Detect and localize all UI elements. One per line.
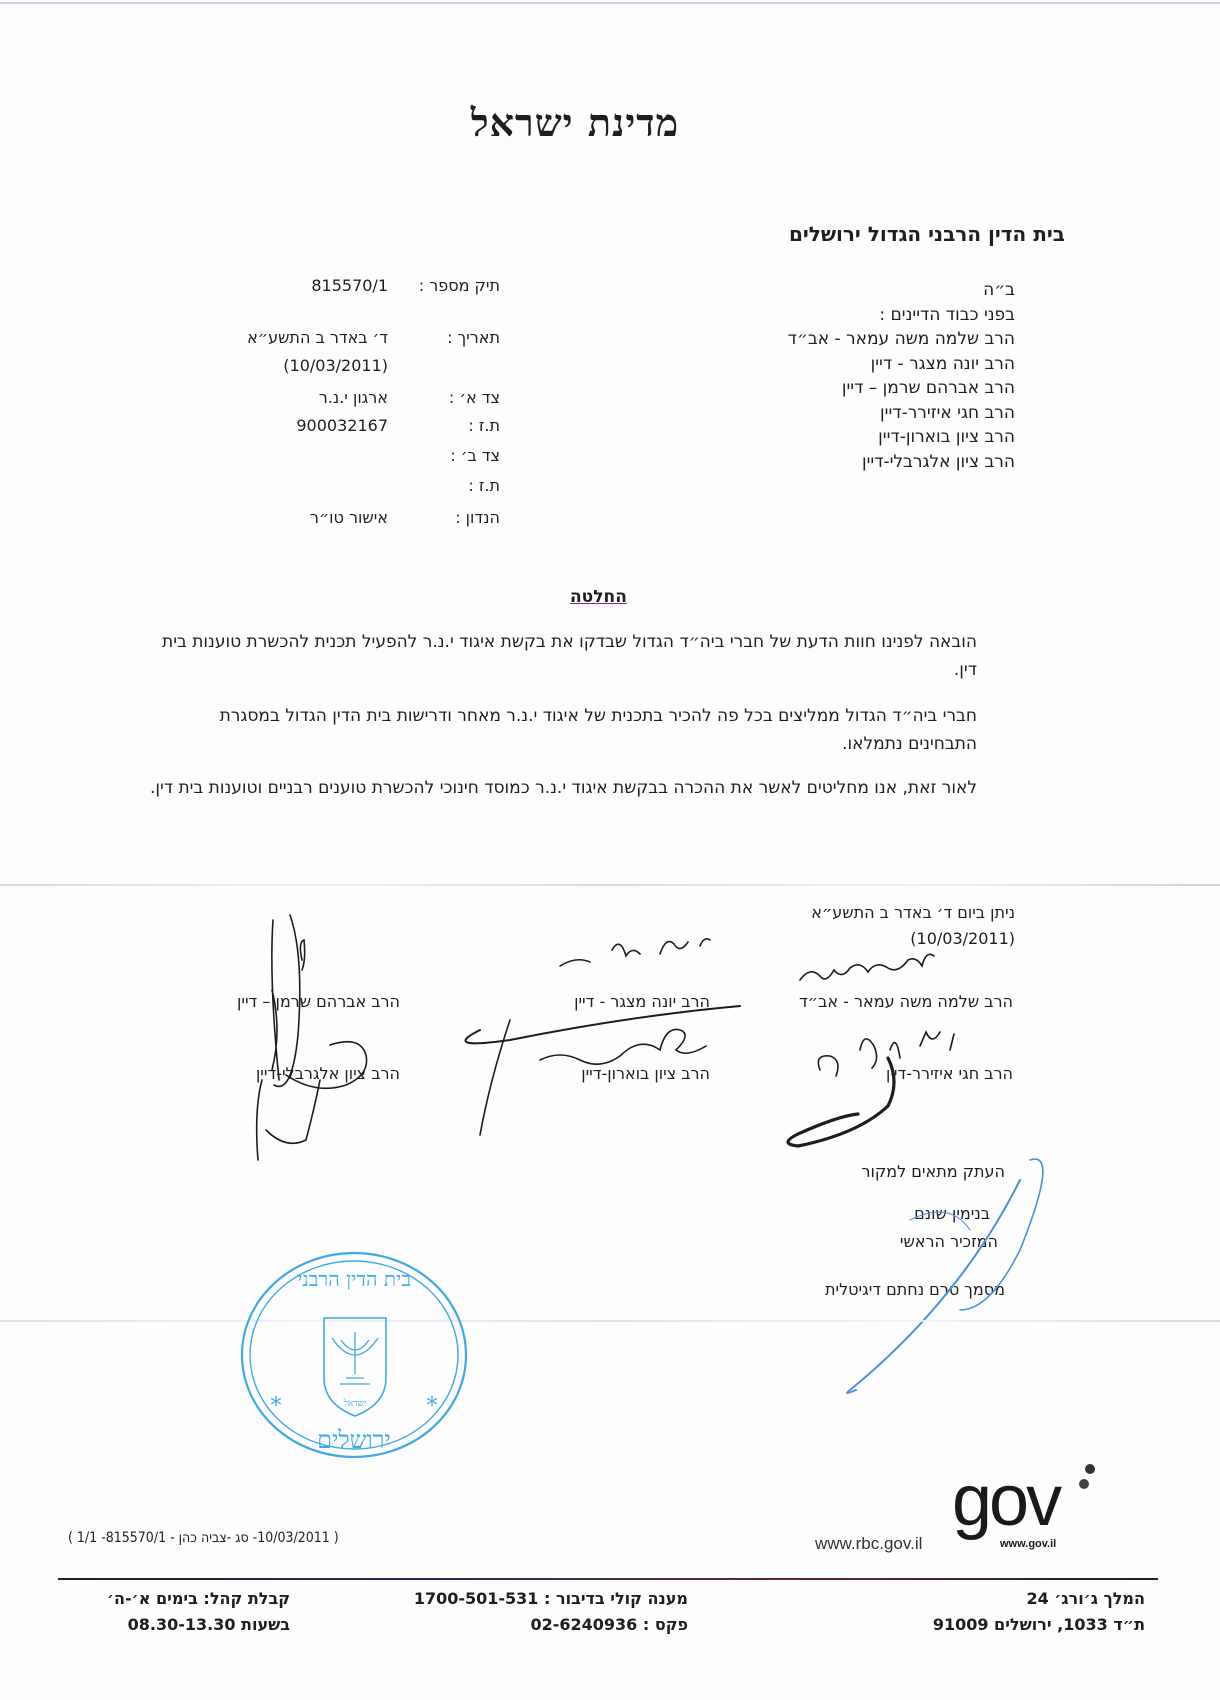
- id-b-row: [210, 476, 500, 500]
- bh-mark: ב״ה: [983, 280, 1015, 300]
- signature-name: הרב ציון בוארון-דיין: [581, 1064, 710, 1083]
- signature-name: הרב חגי איזירר-דיין: [885, 1064, 1013, 1083]
- given-gregorian: (10/03/2011): [910, 929, 1015, 948]
- file-number-label: תיק מספר :: [418, 276, 500, 295]
- state-title: מדינת ישראל: [470, 100, 680, 145]
- date-gregorian-row: [210, 356, 500, 380]
- gov-logo: gov: [952, 1461, 1060, 1541]
- judge-item: הרב יונה מצגר - דיין: [870, 353, 1015, 374]
- bench-list: [788, 278, 1015, 474]
- footer-address: [933, 1586, 1145, 1638]
- decision-paragraph: הובאה לפנינו חוות הדעת של חברי ביה״ד הגדול שבדקו את בקשת איגוד י.נ.ר להפעיל תכנית להכשרת טוענות בית דין.: [162, 632, 977, 680]
- true-copy-label: העתק מתאים למקור: [861, 1162, 1005, 1181]
- judge-item: הרב חגי איזירר-דיין: [880, 402, 1015, 423]
- party-a-row: [210, 388, 500, 412]
- stamp-top-text: בית הדין הרבני: [297, 1267, 411, 1291]
- footer-hours: [107, 1586, 290, 1638]
- judge-item: הרב שלמה משה עמאר - אב״ד: [787, 329, 1015, 349]
- given-line: ניתן ביום ד׳ באדר ב התשע״א: [811, 903, 1015, 922]
- id-a-row: [210, 416, 500, 440]
- svg-text:*: *: [426, 1394, 438, 1419]
- file-number: 815570/1: [311, 276, 388, 295]
- judge-item: הרב ציון אלגרבלי-דיין: [861, 451, 1015, 472]
- phone-line: מענה קולי בדיבור : 1700-501-531: [413, 1589, 688, 1608]
- signature-name: הרב שלמה משה עמאר - אב״ד: [799, 992, 1013, 1011]
- stamp-bottom-text: ירושלים: [317, 1426, 391, 1454]
- gov-logo-dots-icon: [1076, 1462, 1098, 1498]
- judge-item: הרב ציון בוארון-דיין: [878, 427, 1015, 447]
- subject-row: [210, 508, 500, 532]
- id-a-label: ת.ז :: [468, 416, 500, 435]
- secretary-name: בנימין שונם: [914, 1204, 990, 1223]
- party-a-label: צד א׳ :: [448, 388, 500, 407]
- hours-line: קבלת קהל: בימים א׳-ה׳: [106, 1589, 290, 1608]
- document-reference: ( 10/03/2011- סג -צביה כהן - 815570/1- 1/1 ): [68, 1530, 339, 1546]
- date-label: תאריך :: [447, 328, 500, 347]
- file-number-row: [210, 276, 500, 300]
- signature-name: הרב ציון אלגרבלי-דיין: [255, 1064, 400, 1083]
- party-b-label: צד ב׳ :: [450, 446, 500, 465]
- party-b-row: [210, 446, 500, 470]
- scan-edge-line: [0, 2, 1220, 4]
- address-line: המלך ג׳ורג׳ 24: [1026, 1589, 1145, 1608]
- blue-pen-signature: [820, 1150, 1060, 1400]
- court-stamp: [236, 1248, 472, 1462]
- fax-line: פקס : 02-6240936: [530, 1615, 688, 1634]
- id-b-label: ת.ז :: [468, 476, 500, 495]
- digital-signature-note: מסמך טרם נחתם דיגיטלית: [824, 1280, 1005, 1299]
- gov-website-link[interactable]: www.gov.il: [1000, 1538, 1057, 1550]
- secretary-title: המזכיר הראשי: [899, 1232, 998, 1251]
- subject: אישור טו״ר: [309, 508, 388, 527]
- rbc-website-link[interactable]: www.rbc.gov.il: [815, 1534, 923, 1553]
- fold-line: [0, 1320, 1220, 1322]
- signature-name: הרב אברהם שרמן – דיין: [237, 992, 400, 1011]
- hours-line: בשעות 08.30-13.30: [127, 1615, 290, 1634]
- date-row: [210, 328, 500, 352]
- bench-intro: בפני כבוד הדיינים :: [879, 304, 1015, 325]
- signature-name: הרב יונה מצגר - דיין: [574, 992, 710, 1011]
- date-gregorian: (10/03/2011): [283, 356, 388, 375]
- footer-divider: [58, 1578, 1158, 1580]
- address-line: ת״ד 1033, ירושלים 91009: [932, 1615, 1145, 1634]
- court-name: בית הדין הרבני הגדול ירושלים: [788, 222, 1065, 246]
- svg-text:*: *: [270, 1394, 282, 1419]
- subject-label: הנדון :: [455, 508, 500, 527]
- judge-item: הרב אברהם שרמן – דיין: [841, 378, 1015, 398]
- id-a: 900032167: [296, 416, 388, 435]
- decision-paragraph: לאור זאת, אנו מחליטים לאשר את ההכרה בבקשת איגוד י.נ.ר כמוסד חינוכי להכשרת טוענים רבניים וטוענות בית דין.: [149, 778, 977, 798]
- decision-heading: החלטה: [570, 587, 627, 607]
- party-a: ארגון י.נ.ר: [318, 388, 388, 407]
- date-hebrew: ד׳ באדר ב התשע״א: [247, 328, 388, 347]
- stamp-emblem-label: ישראל: [343, 1399, 367, 1409]
- footer-contact: [414, 1586, 688, 1638]
- decision-paragraph: חברי ביה״ד הגדול ממליצים בכל פה להכיר בתכנית של איגוד י.נ.ר מאחר ודרישות בית הדין הגדול במסגרת התבחינים נתמלאו.: [219, 706, 977, 754]
